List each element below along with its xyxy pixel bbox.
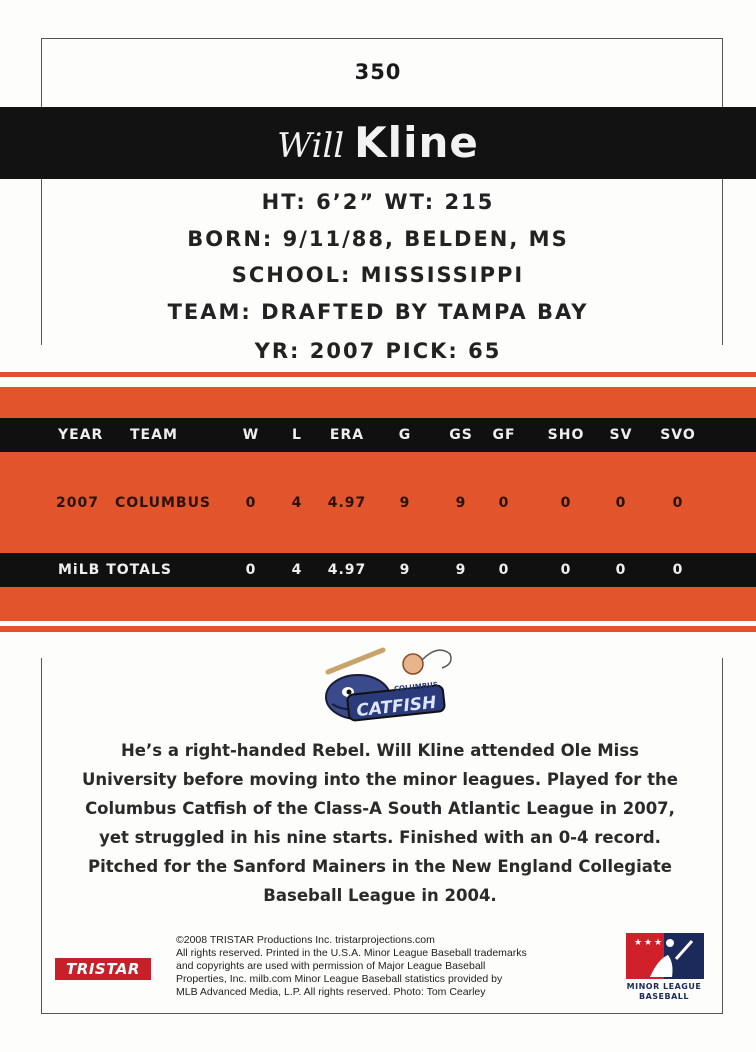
totals-w: 0: [245, 562, 257, 578]
header-sho: SHO: [547, 427, 585, 443]
header-gs: GS: [449, 427, 473, 443]
header-gf: GF: [492, 427, 516, 443]
svg-text:★: ★: [644, 938, 653, 948]
header-sv: SV: [609, 427, 633, 443]
totals-g: 9: [399, 562, 411, 578]
blurb-line: University before moving into the minor leagues. Played for the: [82, 770, 678, 789]
row-year: 2007: [56, 495, 99, 511]
totals-gf: 0: [498, 562, 510, 578]
accent-stripe-top: [0, 372, 756, 377]
header-g: G: [398, 427, 412, 443]
name-bar: [0, 107, 756, 179]
catfish-team-logo: [318, 642, 458, 732]
logo-columbus-text: COLUMBUS: [393, 680, 439, 694]
totals-sv: 0: [615, 562, 627, 578]
stats-header-row: [0, 418, 756, 452]
legal-line: and copyrights are used with permission of Major League Baseball: [176, 960, 486, 972]
totals-sho: 0: [560, 562, 572, 578]
header-year: YEAR: [58, 427, 104, 443]
row-era: 4.97: [327, 495, 367, 511]
totals-label: MiLB TOTALS: [58, 562, 172, 578]
player-first-name: Will: [277, 126, 345, 166]
header-era: ERA: [329, 427, 365, 443]
blurb-line: He’s a right-handed Rebel. Will Kline attended Ole Miss: [121, 741, 639, 760]
blurb-line: yet struggled in his nine starts. Finished with an 0-4 record.: [99, 828, 661, 847]
row-sv: 0: [615, 495, 627, 511]
player-last-name: Kline: [354, 118, 479, 167]
blurb-line: Columbus Catfish of the Class-A South Atlantic League in 2007,: [85, 799, 675, 818]
bio-draft: YR: 2007 PICK: 65: [254, 339, 502, 363]
row-l: 4: [291, 495, 303, 511]
totals-era: 4.97: [327, 562, 367, 578]
totals-gs: 9: [455, 562, 467, 578]
milb-logo-line2: BASEBALL: [639, 992, 689, 1001]
milb-logo-line1: MINOR LEAGUE: [626, 982, 702, 991]
tristar-logo: TRISTAR: [55, 958, 151, 980]
row-gs: 9: [455, 495, 467, 511]
legal-line: All rights reserved. Printed in the U.S.A. Minor League Baseball trademarks: [176, 947, 527, 959]
player-blurb: [50, 736, 710, 910]
blurb-line: Baseball League in 2004.: [263, 886, 497, 905]
row-gf: 0: [498, 495, 510, 511]
milb-logo-text: [614, 982, 714, 1002]
svg-text:★: ★: [654, 938, 663, 948]
header-l: L: [292, 427, 302, 443]
bio-team: TEAM: DRAFTED BY TAMPA BAY: [167, 300, 589, 324]
card-number: 350: [354, 60, 402, 84]
header-w: W: [242, 427, 260, 443]
legal-line: MLB Advanced Media, L.P. All rights reserved. Photo: Tom Cearley: [176, 986, 486, 998]
row-sho: 0: [560, 495, 572, 511]
bio-school: SCHOOL: MISSISSIPPI: [231, 263, 525, 287]
player-name: [0, 107, 756, 179]
bio-height-weight: HT: 6’2” WT: 215: [261, 190, 495, 214]
header-svo: SVO: [660, 427, 696, 443]
blurb-line: Pitched for the Sanford Mainers in the New England Collegiate: [88, 857, 672, 876]
legal-line: ©2008 TRISTAR Productions Inc. tristarprojections.com: [176, 934, 435, 946]
header-team: TEAM: [130, 427, 178, 443]
legal-line: Properties, Inc. milb.com Minor League Baseball statistics provided by: [176, 973, 503, 985]
accent-stripe-bottom: [0, 626, 756, 632]
row-w: 0: [245, 495, 257, 511]
row-svo: 0: [672, 495, 684, 511]
legal-text: [176, 934, 606, 999]
svg-text:★: ★: [634, 938, 643, 948]
totals-l: 4: [291, 562, 303, 578]
bio-born: BORN: 9/11/88, BELDEN, MS: [187, 227, 569, 251]
logo-catfish-text: CATFISH: [355, 692, 438, 722]
row-g: 9: [399, 495, 411, 511]
row-team: COLUMBUS: [115, 495, 212, 511]
totals-svo: 0: [672, 562, 684, 578]
